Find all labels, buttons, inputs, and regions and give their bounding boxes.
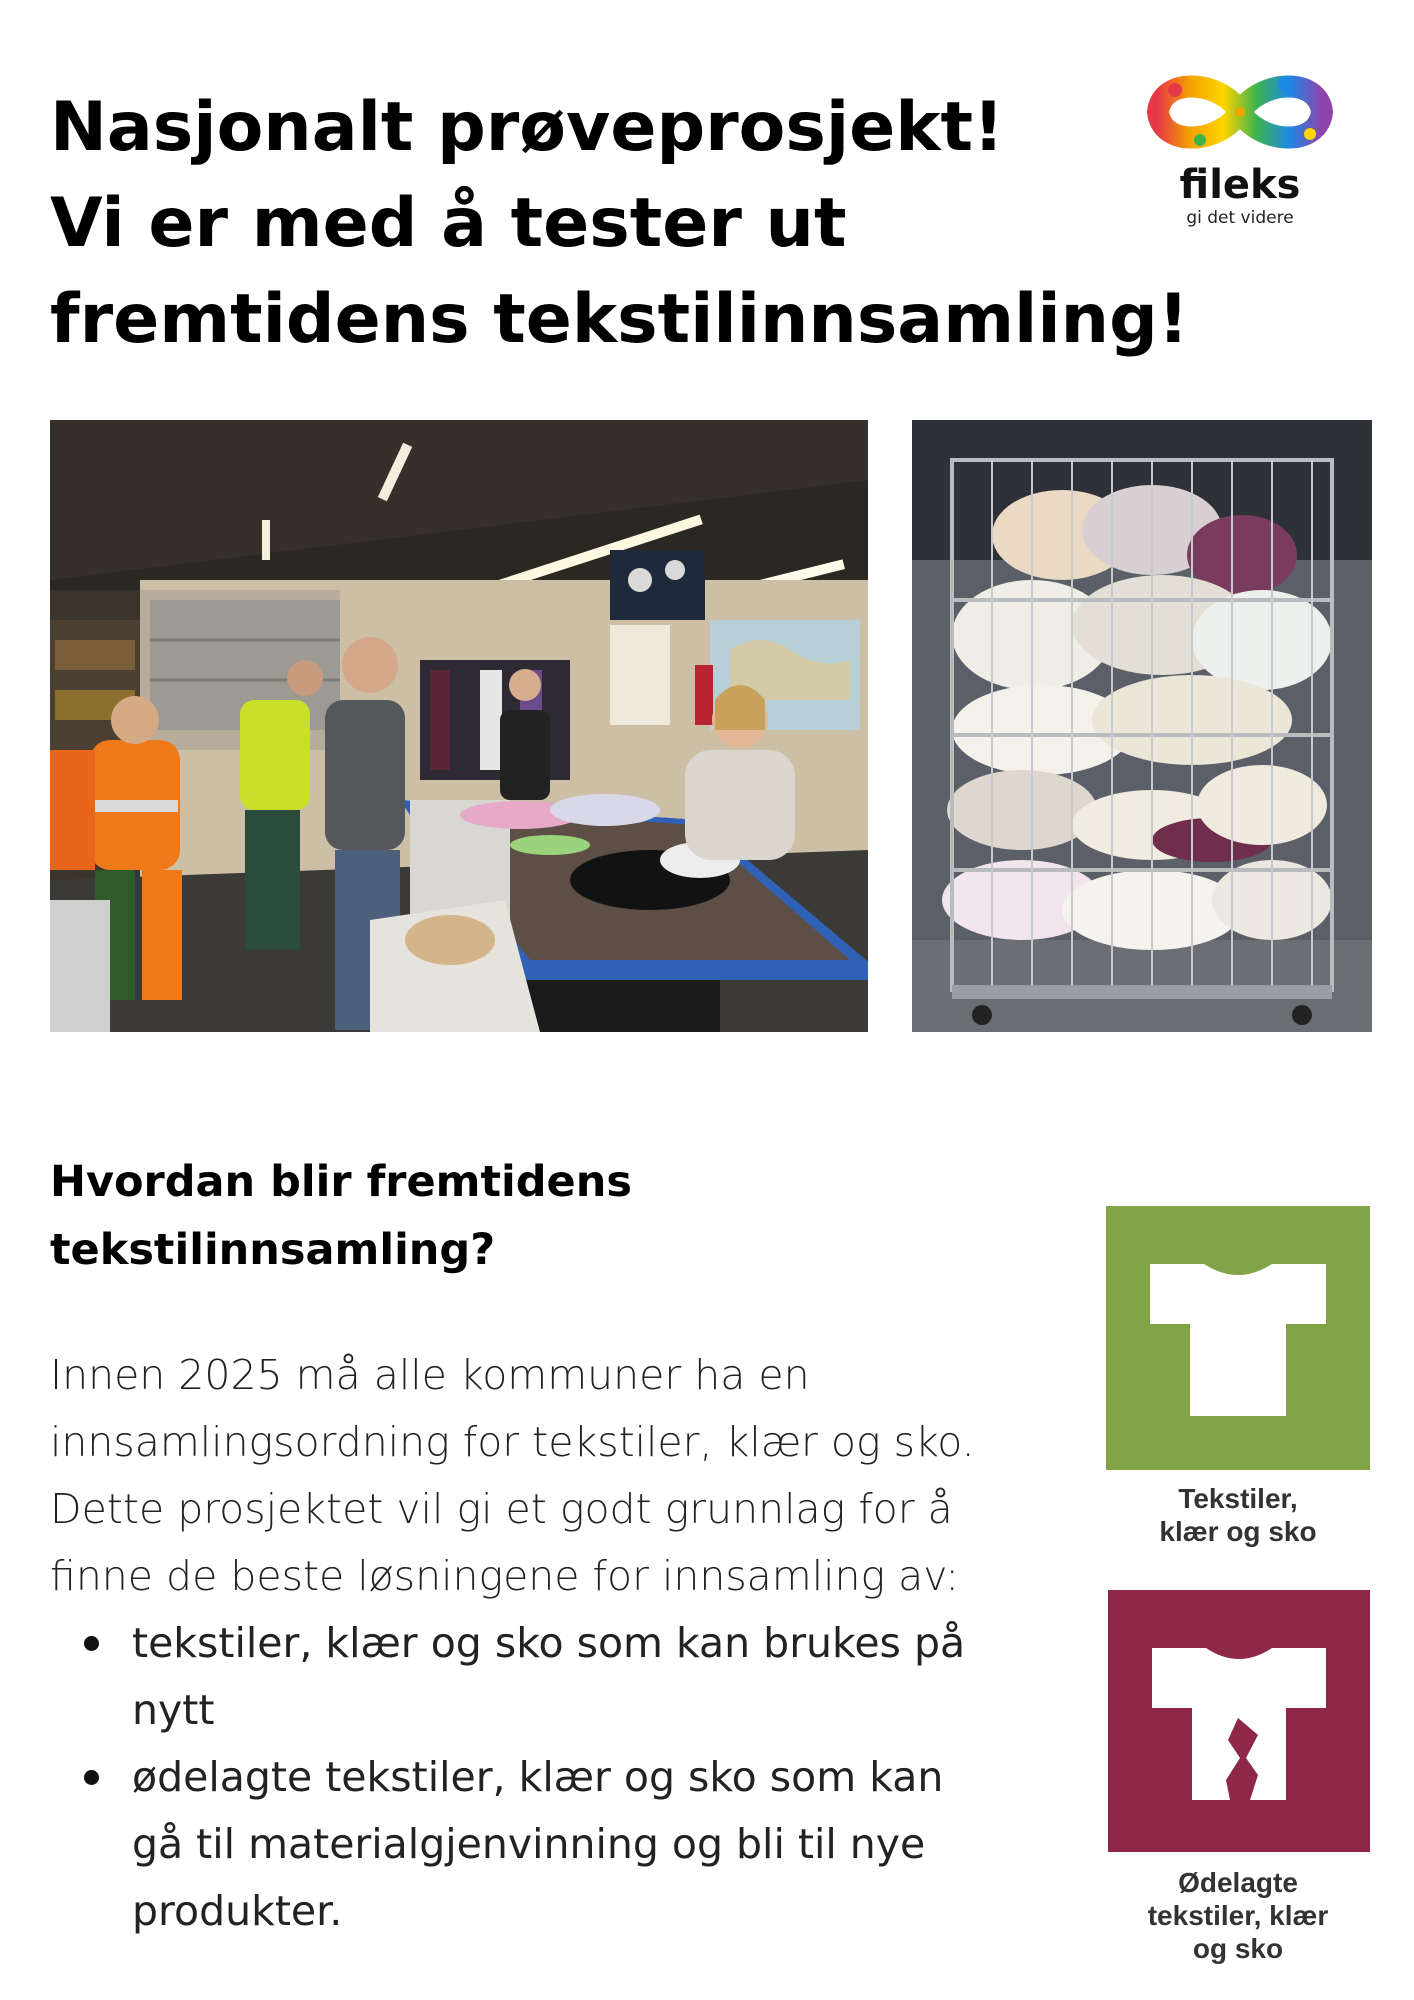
body-paragraph: [50, 1342, 1050, 1610]
bullet-1-line-2: nytt: [132, 1686, 215, 1734]
logo-tagline: gi det videre: [1186, 208, 1294, 228]
bullet-item-recycle: [50, 1744, 1050, 1945]
headline-line-1: Nasjonalt prøveprosjekt!: [50, 88, 1005, 167]
logo-name: fileks: [1179, 162, 1301, 208]
bullet-list: [50, 1610, 1050, 1945]
tshirt-icon: [1106, 1206, 1370, 1470]
section-heading: [50, 1148, 770, 1284]
torn-tshirt-icon: [1108, 1590, 1370, 1852]
bullet-2-line-3: produkter.: [132, 1887, 343, 1935]
fileks-logo: [1140, 62, 1340, 232]
bullet-1-line-1: tekstiler, klær og sko som kan brukes på: [132, 1619, 966, 1667]
textile-cage-photo: [912, 420, 1372, 1032]
reuse-label-line-1: Tekstiler,: [1178, 1483, 1298, 1514]
bullet-item-reuse: [50, 1610, 1050, 1744]
body-line-3: Dette prosjektet vil gi et godt grunnlag for å: [50, 1485, 953, 1533]
damaged-label-line-1: Ødelagte: [1178, 1867, 1298, 1898]
headline-line-2: Vi er med å tester ut: [50, 184, 847, 263]
body-line-2: innsamlingsordning for tekstiler, klær og sko.: [50, 1418, 975, 1466]
body-line-1: Innen 2025 må alle kommuner ha en: [50, 1351, 810, 1399]
damaged-icon-label: [1090, 1866, 1386, 1965]
damaged-label-line-2: tekstiler, klær: [1147, 1900, 1329, 1931]
bullet-2-line-1: ødelagte tekstiler, klær og sko som kan: [132, 1753, 944, 1801]
sorting-room-photo: [50, 420, 868, 1032]
bullet-dot-icon: [84, 1770, 99, 1785]
subheading-line-1: Hvordan blir fremtidens: [50, 1157, 632, 1207]
body-line-4: finne de beste løsningene for innsamling av:: [50, 1552, 960, 1600]
reuse-label-line-2: klær og sko: [1159, 1516, 1317, 1547]
damaged-label-line-3: og sko: [1192, 1933, 1284, 1964]
headline-line-3: fremtidens tekstilinnsamling!: [50, 280, 1189, 359]
reuse-icon-label: [1090, 1482, 1386, 1548]
subheading-line-2: tekstilinnsamling?: [50, 1225, 496, 1275]
bullet-dot-icon: [84, 1636, 99, 1651]
infinity-logo-icon: [1140, 62, 1340, 162]
bullet-2-line-2: gå til materialgjenvinning og bli til nye: [132, 1820, 926, 1868]
page-title: [50, 80, 1200, 368]
